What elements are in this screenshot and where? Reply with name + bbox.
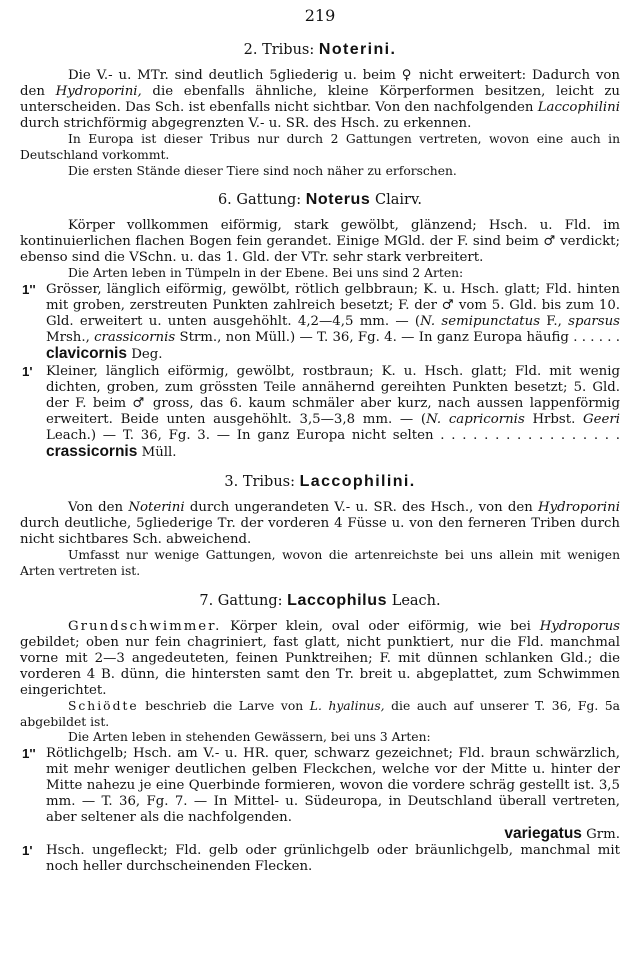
key-number: 1'' [22,745,36,761]
text: Von den [68,500,129,516]
gattung-7-key-2 [20,843,620,875]
text: Strm., non Müll.) — T. 36, Fg. 4. — In ganz Europa häufig . . . . . . [175,330,620,346]
text: Hrbst. [524,411,584,427]
genus: Hydroporini [538,500,620,516]
text: Rötlichgelb; Hsch. am V.- u. HR. quer, schwarz gezeichnet; Fld. braun schwärzlich, mit mehr weniger deutlichen gelben Fleckchen, welche vor der Mitte u. hinter der Mitte nahezu je eine Querbinde formieren, wovon die vordere schräg gestellt ist. 3,5 mm. — T. 36, Fg. 7. — In Mittel- u. Südeuropa, in Deutschland überall vertreten, aber seltener als die nachfolgenden. [46,745,620,826]
text: beschrieb die Larve von [138,699,310,713]
gattung-7-heading [20,592,620,610]
gattung-7-paragraph-2 [20,699,620,730]
species: L. hyalinus, [309,699,385,713]
text: die ebenfalls ähnliche, kleine Körperformen besitzen, leicht zu unterscheiden. Das Sch. ist ebenfalls nicht sichtbar. Von den nachfolgenden [20,84,620,116]
species-author: Deg. [131,347,163,363]
text: Grösser, länglich eiförmig, gewölbt, rötlich gelbbraun; K. u. Hsch. glatt; Fld. hinten mit groben, zerstreuten Punkten zahlreich besetzt; F. der ♂ vom 5. Gld. bis zum 10. Gld. erweitert u. unten ausgehöhlt. 4,2—4,5 mm. — ( [46,282,620,330]
text: F., [540,314,569,330]
gattung-7-key-1 [20,746,620,844]
gattung-7-paragraph-1 [20,619,620,699]
tribus-2-heading [20,41,620,59]
tribus-3-heading [20,473,620,491]
genus: Hydroporus [539,618,620,634]
text: durch ungerandeten V.- u. SR. des Hsch., von den [184,500,539,516]
key-number: 1' [22,843,33,859]
gattung-6-key-1 [20,282,620,363]
text: gebildet; oben nur fein chagriniert, fast glatt, nicht punktiert, nur die Fld. manchmal vorne mit 2—3 angedeuteten, feinen Punktreihen; F. mit dünnen schlanken Gld.; die vorderen 4 B. dünn, die hintersten samt den Tr. breit u. abgeplattet, zum Schwimmen eingerichtet. [20,634,620,698]
synonym: N. capricornis [426,411,525,427]
tribus-2-paragraph-1 [20,68,620,132]
tribus-3-prefix: 3. Tribus: [224,474,296,491]
gattung-7-author: Leach. [391,592,441,609]
gattung-7-prefix: 7. Gattung: [199,592,283,609]
tribus-2-name: Noterini. [318,41,397,58]
species-line [46,826,620,843]
text: Körper klein, oval oder eiförmig, wie bei [221,618,540,634]
gattung-6-paragraph-2: Die Arten leben in Tümpeln in der Ebene. Bei uns sind 2 Arten: [68,266,464,281]
synonym: Geeri [583,411,621,427]
genus: Noterini [128,500,185,516]
text: Hsch. ungefleckt; Fld. gelb oder grünlichgelb oder bräunlichgelb, manchmal mit noch heller durchscheinenden Flecken. [46,843,620,875]
key-number: 1'' [22,282,36,298]
synonym: crassicornis [94,330,176,346]
key-number: 1' [22,363,33,379]
page [20,6,620,876]
text: durch deutliche, 5gliederige Tr. der vorderen 4 Füsse u. von den ferneren Triben durch nicht sichtbares Sch. abweichend. [20,516,620,548]
genus: Laccophilini [537,100,620,116]
gattung-7-name: Laccophilus [287,591,388,609]
species-name: clavicornis [46,345,127,363]
tribus-2-paragraph-3: Die ersten Stände dieser Tiere sind noch näher zu erforschen. [68,163,457,178]
species-author: Grm. [586,827,620,843]
gattung-6-author: Clairv. [375,192,423,209]
gattung-7-paragraph-3: Die Arten leben in stehenden Gewässern, bei uns 3 Arten: [68,730,431,745]
species-name: variegatus [504,825,582,843]
gattung-6-prefix: 6. Gattung: [217,192,302,209]
text: Die V.- u. MTr. sind deutlich 5gliederig u. beim ♀ nicht erweitert: Dadurch von den [20,68,620,100]
text: durch strichförmig abgegrenzten V.- u. SR. des Hsch. zu erkennen. [20,116,472,132]
tribus-3-name: Laccophilini. [299,473,416,491]
gattung-6-paragraph-1: Körper vollkommen eiförmig, stark gewölbt, glänzend; Hsch. u. Fld. im kontinuierlichen flachen Bogen fein gerandet. Einige MGld. der F. sind beim ♂ verdickt; ebenso sind die VSchn. u. das 1. Gld. der VTr. sehr stark verbreitert. [20,218,620,266]
tribus-2-prefix: 2. Tribus: [243,42,315,58]
tribus-3-paragraph-2: Umfasst nur wenige Gattungen, wovon die artenreichste bei uns allein mit wenigen Arten vertreten ist. [20,548,620,578]
synonym: N. semipunctatus [420,314,541,330]
gattung-6-name: Noterus [305,191,371,209]
synonym: sparsus [568,314,620,330]
gattung-6-heading [20,191,620,209]
page-number: 219 [304,6,336,25]
text: Mrsh., [46,330,95,346]
text: die auch auf unserer T. 36, Fg. 5a abgebildet ist. [20,699,620,729]
species-author: Müll. [141,444,177,460]
text: Leach.) — T. 36, Fg. 3. — In ganz Europa nicht selten . . . . . . . . . . . . . . . . . [46,427,620,443]
gattung-6-key-2 [20,364,620,462]
spaced-term: Grundschwimmer. [68,618,222,634]
species-name: crassicornis [46,442,138,460]
tribus-3-paragraph-1 [20,500,620,548]
tribus-2-paragraph-2: In Europa ist dieser Tribus nur durch 2 Gattungen vertreten, wovon eine auch in Deutschland vorkommt. [20,132,620,162]
genus: Hydroporini, [55,84,142,100]
author-name: Schiödte [68,699,139,713]
text: Kleiner, länglich eiförmig, gewölbt, rostbraun; K. u. Hsch. glatt; Fld. mit wenig dichten, groben, zum grössten Teile annähernd gereihten Punkten besetzt; 5. Gld. der F. beim ♂ gross, das 6. kaum schmäler aber kurz, nach aussen lappenförmig erweitert. Beide unten ausgehöhlt. 3,5—3,8 mm. — ( [46,363,620,427]
